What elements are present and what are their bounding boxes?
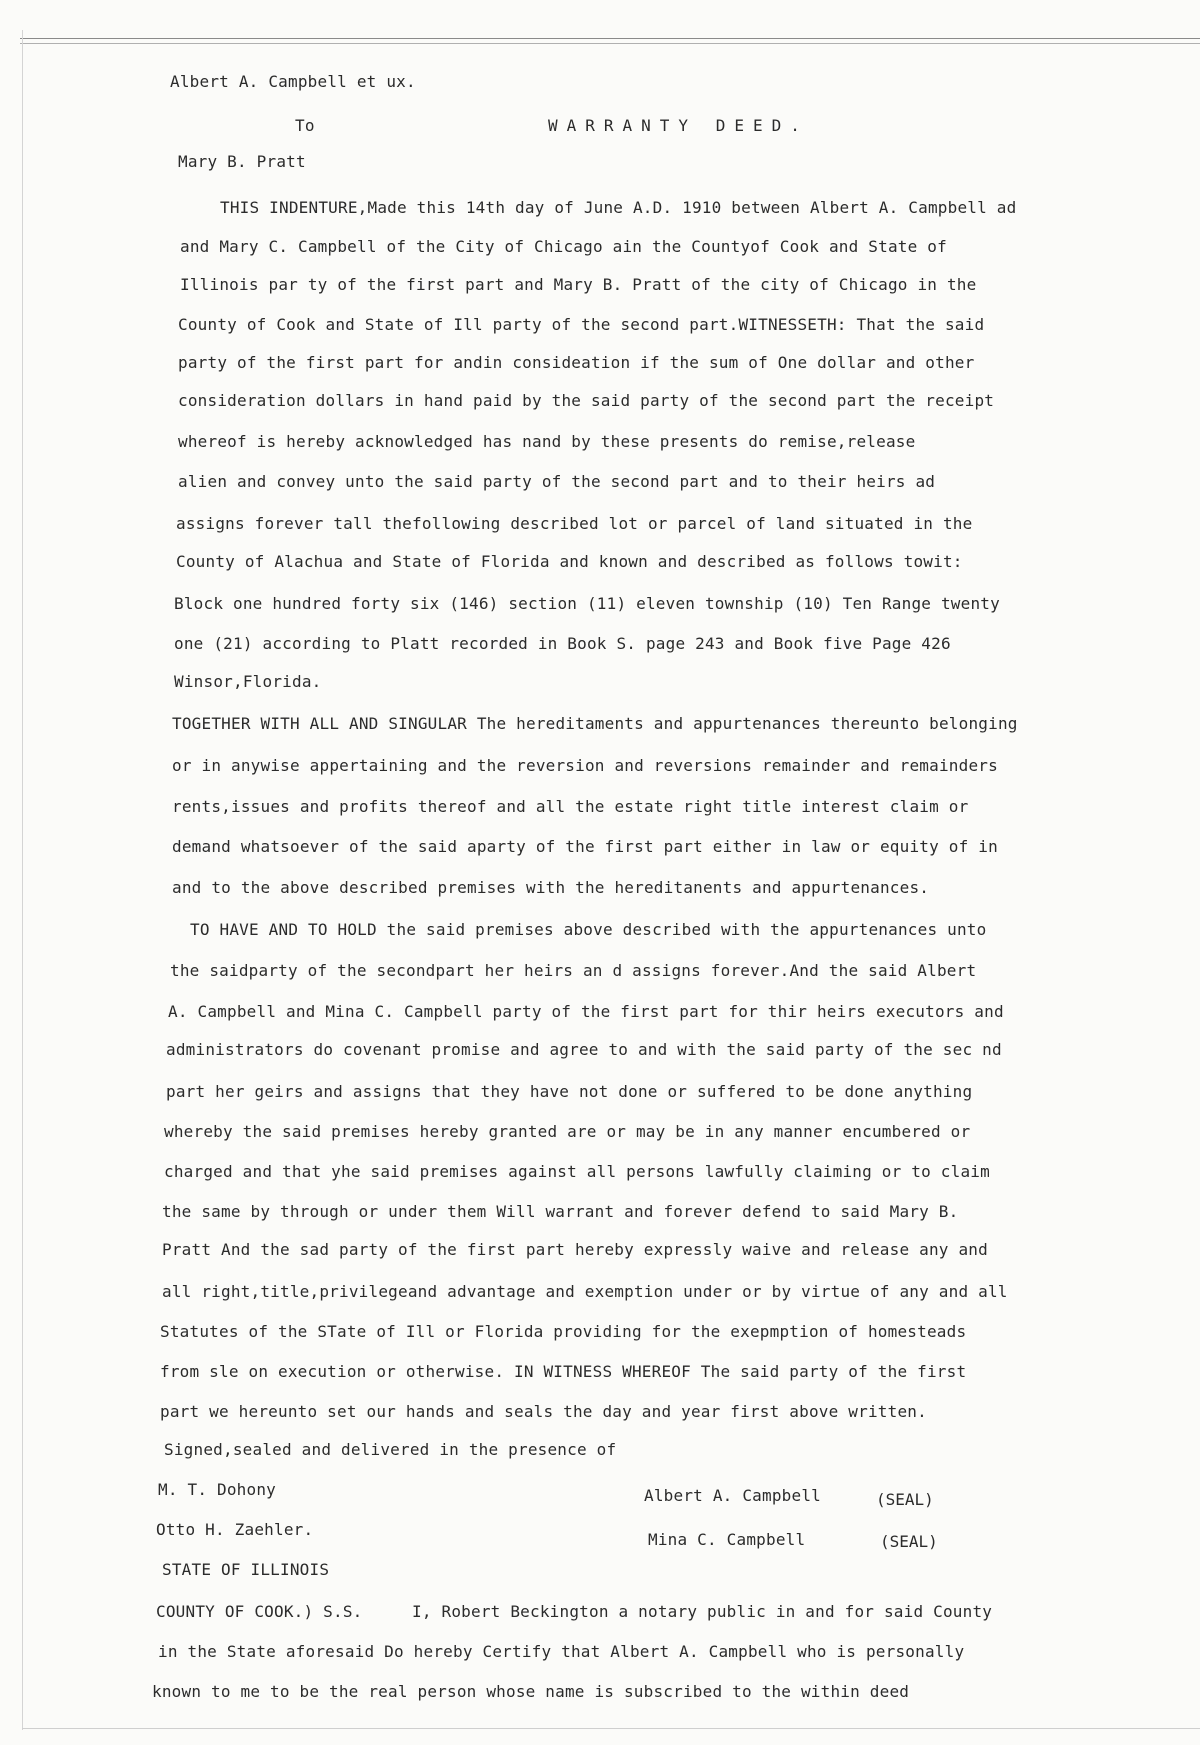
body-line: administrators do covenant promise and agree to and with the said party of the sec nd: [166, 1040, 1002, 1059]
page-edge-left: [22, 30, 23, 1730]
body-line: charged and that yhe said premises against all persons lawfully claiming or to claim: [164, 1162, 990, 1181]
body-line: Statutes of the STate of Ill or Florida providing for the exepmption of homesteads: [160, 1322, 967, 1341]
body-line: and Mary C. Campbell of the City of Chicago ain the Countyof Cook and State of: [180, 237, 947, 256]
acknowledgment-line: known to me to be the real person whose name is subscribed to the within deed: [152, 1682, 910, 1701]
page-edge-bottom: [22, 1728, 1200, 1729]
body-line: alien and convey unto the said party of the second part and to their heirs ad: [178, 472, 936, 491]
venue-county: COUNTY OF COOK.) S.S.: [156, 1602, 363, 1621]
grantor-name: Albert A. Campbell et ux.: [170, 72, 416, 91]
body-line: part we hereunto set our hands and seals the day and year first above written.: [160, 1402, 927, 1421]
body-line: Pratt And the sad party of the first part hereby expressly waive and release any and: [162, 1240, 988, 1259]
body-line: County of Alachua and State of Florida and known and described as follows towit:: [176, 552, 963, 571]
body-line: one (21) according to Platt recorded in Book S. page 243 and Book five Page 426: [174, 634, 951, 653]
witness-name: M. T. Dohony: [158, 1480, 276, 1499]
body-line: party of the first part for andin consideation if the sum of One dollar and other: [178, 353, 975, 372]
top-rule: [20, 38, 1200, 39]
body-line: TO HAVE AND TO HOLD the said premises above described with the appurtenances unto: [190, 920, 987, 939]
body-line: TOGETHER WITH ALL AND SINGULAR The hereditaments and appurtenances thereunto belonging: [172, 714, 1018, 733]
to-label: To: [295, 116, 315, 135]
signer-name: Albert A. Campbell: [644, 1486, 821, 1505]
body-line: whereof is hereby acknowledged has nand by these presents do remise,release: [178, 432, 916, 451]
body-line: and to the above described premises with the hereditanents and appurtenances.: [172, 878, 930, 897]
body-line: all right,title,privilegeand advantage and exemption under or by virtue of any and all: [162, 1282, 1008, 1301]
grantee-name: Mary B. Pratt: [178, 152, 306, 171]
body-line: Winsor,Florida.: [174, 672, 322, 691]
witness-name: Otto H. Zaehler.: [156, 1520, 314, 1539]
acknowledgment-line: I, Robert Beckington a notary public in and for said County: [412, 1602, 993, 1621]
body-line: the saidparty of the secondpart her heirs an d assigns forever.And the said Albert: [170, 961, 977, 980]
body-line: Illinois par ty of the first part and Mary B. Pratt of the city of Chicago in the: [180, 275, 977, 294]
document-title: WARRANTY DEED.: [548, 116, 809, 135]
body-line: the same by through or under them Will warrant and forever defend to said Mary B.: [162, 1202, 959, 1221]
body-line: or in anywise appertaining and the reversion and reversions remainder and remainders: [172, 756, 998, 775]
top-rule-secondary: [20, 43, 1200, 44]
signer-name: Mina C. Campbell: [648, 1530, 806, 1549]
seal-label: (SEAL): [880, 1532, 938, 1551]
body-line: assigns forever tall thefollowing described lot or parcel of land situated in the: [176, 514, 973, 533]
body-line: Block one hundred forty six (146) section (11) eleven township (10) Ten Range twenty: [174, 594, 1000, 613]
venue-state: STATE OF ILLINOIS: [162, 1560, 330, 1579]
body-line: from sle on execution or otherwise. IN WITNESS WHEREOF The said party of the first: [160, 1362, 967, 1381]
body-line: whereby the said premises hereby granted are or may be in any manner encumbered or: [164, 1122, 971, 1141]
body-line: consideration dollars in hand paid by the said party of the second part the receipt: [178, 391, 995, 410]
body-line: demand whatsoever of the said aparty of the first part either in law or equity of in: [172, 837, 998, 856]
body-line: part her geirs and assigns that they have not done or suffered to be done anything: [166, 1082, 973, 1101]
body-line: A. Campbell and Mina C. Campbell party of the first part for thir heirs executors and: [168, 1002, 1004, 1021]
body-line: County of Cook and State of Ill party of the second part.WITNESSETH: That the said: [178, 315, 985, 334]
attestation-line: Signed,sealed and delivered in the presence of: [164, 1440, 617, 1459]
body-line: THIS INDENTURE,Made this 14th day of June A.D. 1910 between Albert A. Campbell ad: [220, 198, 1017, 217]
seal-label: (SEAL): [876, 1490, 934, 1509]
body-line: rents,issues and profits thereof and all the estate right title interest claim or: [172, 797, 969, 816]
acknowledgment-line: in the State aforesaid Do hereby Certify that Albert A. Campbell who is personally: [158, 1642, 965, 1661]
